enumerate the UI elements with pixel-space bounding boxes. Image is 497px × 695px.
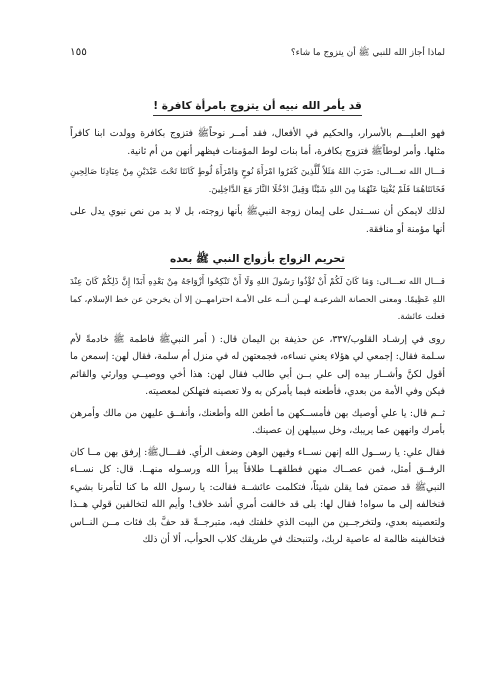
paragraph: لذلك لايمكن أن نســتدل على إيمان زوجة النبيﷺ بأنها زوجته، بل لا بد من نص نبوي يدل على أنها مؤمنة أو منافقة. (70, 206, 445, 235)
page-number: ١٥٥ (70, 46, 87, 58)
section-heading: تحريم الزواج بأزواج النبي ﷺ بعده (70, 251, 445, 269)
quran-paragraph: قـــال الله تعـــالى: وَمَا كَانَ لَكُمْ أَنْ تُؤْذُوا رَسُولَ اللهِ وَلَا أَنْ تَنْكِحُوا أَزْوَاجَهُ مِنْ بَعْدِهِ أَبَدًا إِنَّ ذَلِكُمْ كَانَ عِنْدَ اللهِ عَظِيمًا. ومعنى الحصانة الشرعيـة لهــن أنــه على الأمـة احترامهــن إلا أن يخرجن عن خط الإسلام، كما فعلت عائشة. (70, 277, 445, 322)
paragraph: روى في إرشـاد القلوب/٣٣٧، عن حذيفة بن اليمان قال: ( أمر النبيﷺ فاطمة ﷺ خادمةً لأم سـلمة فقال: إجمعي لي هؤلاء يعني نساءه، فجمعتهن له في منزل أم سلمة، فقال لهن: إسمعن ما أقول لكنَّ وأشــار بيده إلى علي بــن أبي طالب فقال لهن: هذا أخي ووصيــي ووارثي والقائم فيكن وفي الأمة من بعدي، فأطعنه فيما يأمركن به ولا تعصينه فتهلكن لمعصيته. (70, 333, 445, 397)
section-heading: قد يأمر الله نبيه أن يتزوج بامرأة كافرة ! (70, 98, 445, 116)
quran-paragraph: قـــال الله تعـــالى: ضَرَبَ اللهُ مَثَلاً لِّلَّذِينَ كَفَرُوا امْرَأَةَ نُوحٍ وَامْرَأَةَ لُوطٍ كَانَتَا تَحْتَ عَبْدَيْنِ مِنْ عِبَادِنَا صَالِحِينِ فَخَانَتَاهُمَا فَلَمْ يُغْنِيَا عَنْهُمَا مِنَ اللهِ شَيْئًا وَقِيلَ ادْخُلَا النَّارَ مَعَ الدَّاخِلِينَ. (70, 167, 445, 195)
paragraph: فهو العليـــم بالأسرار، والحكيم في الأفعال، فقد أمــر نوحاًﷺ فتزوج بكافرة وولدت ابنا كافراً مثلها. وأمر لوطاًﷺ فتزوج بكافرة، أما بنات لوط المؤمنات فيظهر أنهن من أم ثانية. (70, 128, 445, 157)
paragraph: ثــم قال: يا علي أوصيك بهن فأمســكهن ما أطعن الله وأطعنك، وأنفــق عليهن من مالك وأمرهن بأمرك وانههن عما يريبك، وخل سبيلهن إن عصينك. (70, 407, 445, 436)
running-header (70, 46, 445, 66)
paragraph: فقال علي: يا رســول الله إنهن نســاء وفيهن الوهن وضعف الرأي. فقـــالﷺ: إرفق بهن مــا كان الرفــق أمثل، فمن عصــاك منهن فطلقهــا طلاقاً يبرأ الله ورسـوله منهــا. قال: كل نســاء النبيﷺ قد صمتن فما يقلن شيئاً، فتكلمت عائشــة فقالت: يا رسول الله ما كنا لتأمرنا بشيء فنخالفه إلى ما سواه! فقال لها: بلى قد خالفت أمري أشد خلاف! وأيم الله لتخالفين قولي هــذا ولتعصينه بعدي، ولتخرجــين من البيت الذي خلفتك فيه، متبرجــةً قد حفَّ بك فئات مــن النــاس فتخالفينه ظالمة له عاصية لربك، ولتنبحنك في طريقك كلاب الحوأب، ألا أن ذلك (70, 446, 445, 545)
running-title: لماذا أجاز الله للنبي ﷺ أن يتزوج ما شاء؟ (290, 48, 445, 58)
page (70, 46, 445, 549)
